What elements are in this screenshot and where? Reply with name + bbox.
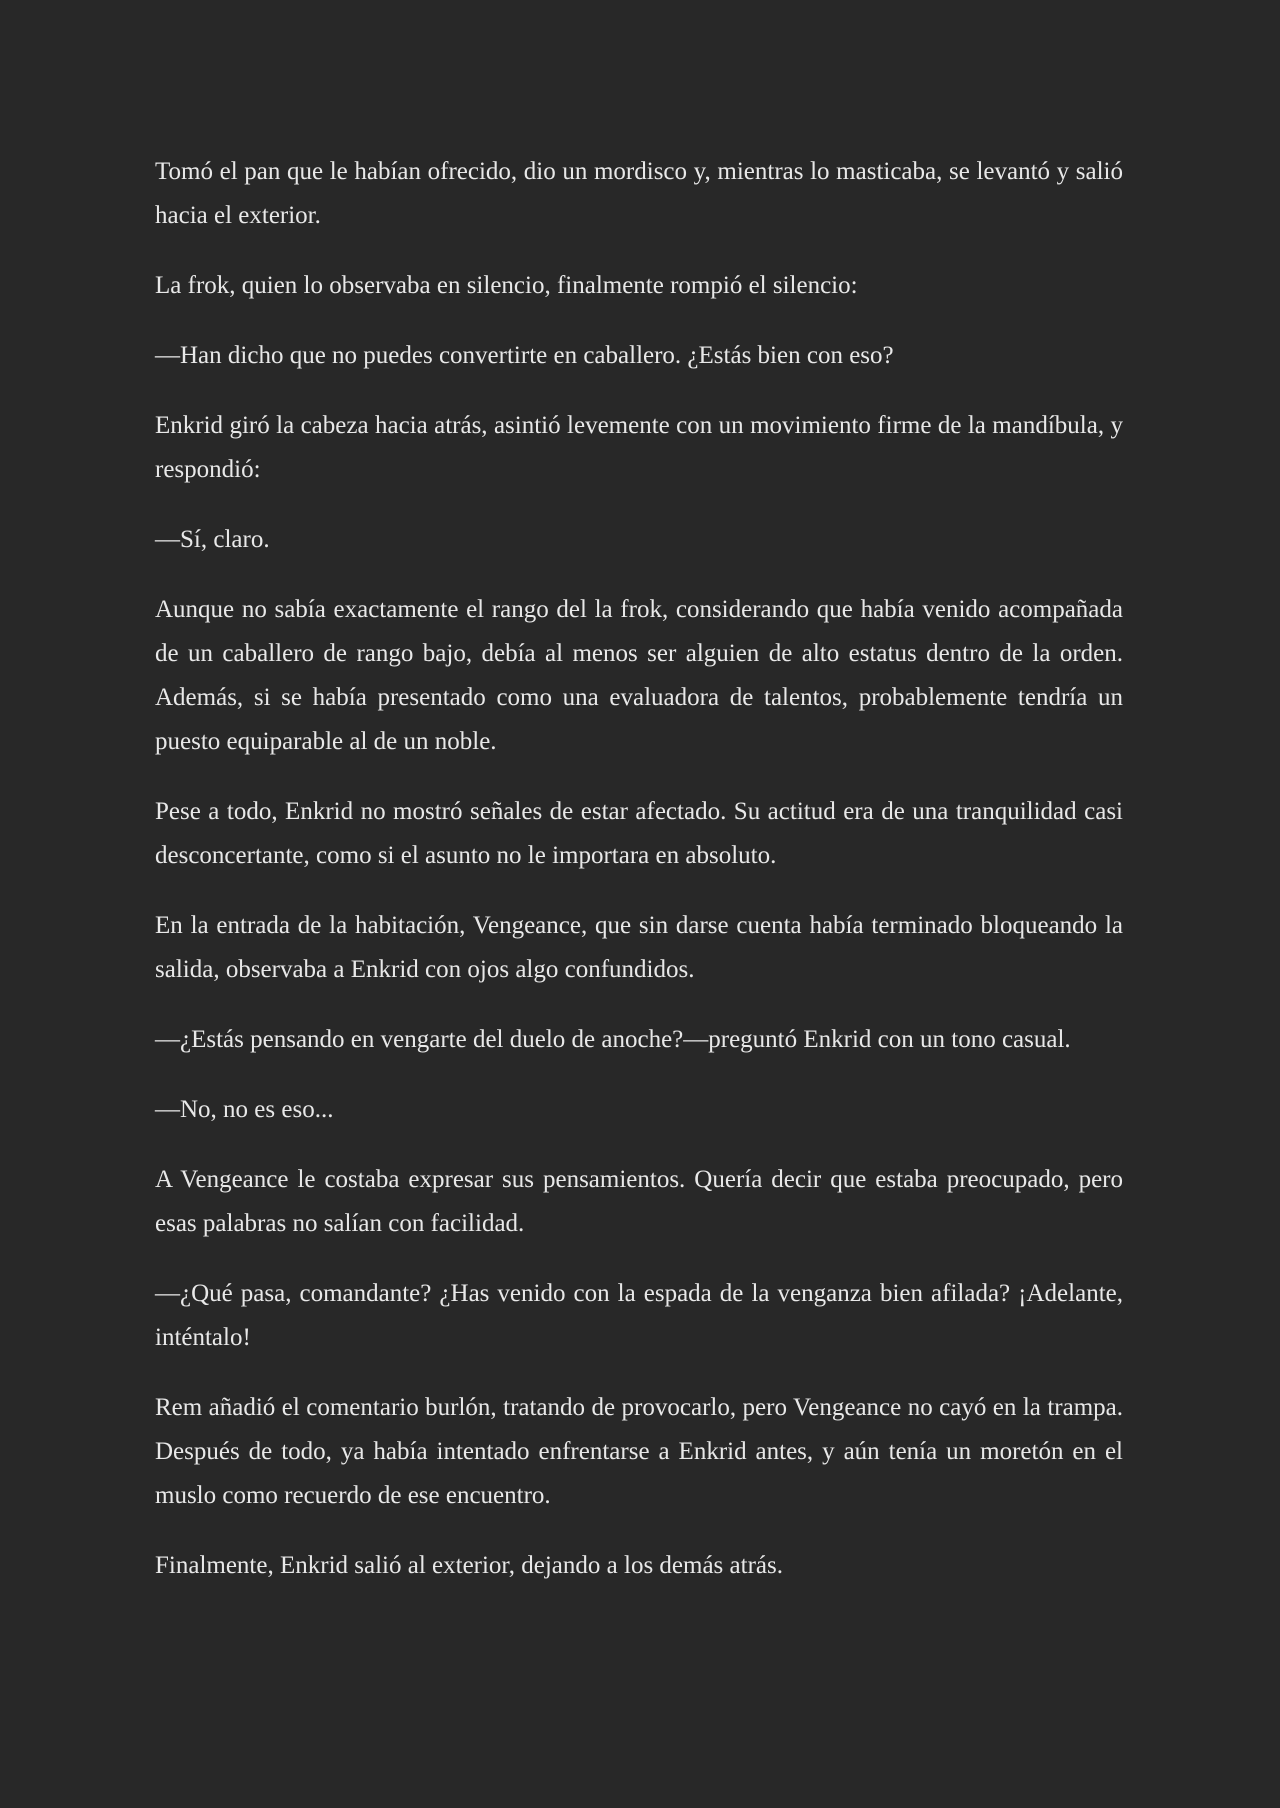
paragraph-2: La frok, quien lo observaba en silencio, finalmente rompió el silencio: bbox=[155, 272, 858, 299]
paragraph-3: —Han dicho que no puedes convertirte en caballero. ¿Estás bien con eso? bbox=[155, 342, 894, 369]
paragraph-13: Rem añadió el comentario burlón, tratando de provocarlo, pero Vengeance no cayó en la trampa. Después de todo, ya había intentado enfrentarse a Enkrid antes, y aún tenía un moretón en el muslo como recuerdo de ese encuentro. bbox=[155, 1394, 1123, 1509]
paragraph-10: —No, no es eso... bbox=[155, 1096, 334, 1123]
paragraph-1: Tomó el pan que le habían ofrecido, dio un mordisco y, mientras lo masticaba, se levantó y salió hacia el exterior. bbox=[155, 158, 1123, 229]
paragraph-4: Enkrid giró la cabeza hacia atrás, asintió levemente con un movimiento firme de la mandíbula, y respondió: bbox=[155, 412, 1123, 483]
paragraph-7: Pese a todo, Enkrid no mostró señales de estar afectado. Su actitud era de una tranquilidad casi desconcertante, como si el asunto no le importara en absoluto. bbox=[155, 798, 1123, 869]
paragraph-8: En la entrada de la habitación, Vengeance, que sin darse cuenta había terminado bloqueando la salida, observaba a Enkrid con ojos algo confundidos. bbox=[155, 912, 1123, 983]
reader-content bbox=[155, 150, 1123, 1614]
paragraph-12: —¿Qué pasa, comandante? ¿Has venido con la espada de la venganza bien afilada? ¡Adelante, inténtalo! bbox=[155, 1280, 1123, 1351]
paragraph-14: Finalmente, Enkrid salió al exterior, dejando a los demás atrás. bbox=[155, 1552, 783, 1579]
paragraph-9: —¿Estás pensando en vengarte del duelo de anoche?—preguntó Enkrid con un tono casual. bbox=[155, 1026, 1071, 1053]
paragraph-11: A Vengeance le costaba expresar sus pensamientos. Quería decir que estaba preocupado, pero esas palabras no salían con facilidad. bbox=[155, 1166, 1123, 1237]
paragraph-6: Aunque no sabía exactamente el rango del la frok, considerando que había venido acompañada de un caballero de rango bajo, debía al menos ser alguien de alto estatus dentro de la orden. Además, si se había presentado como una evaluadora de talentos, probablemente tendría un puesto equiparable al de un noble. bbox=[155, 596, 1123, 755]
paragraph-5: —Sí, claro. bbox=[155, 526, 270, 553]
